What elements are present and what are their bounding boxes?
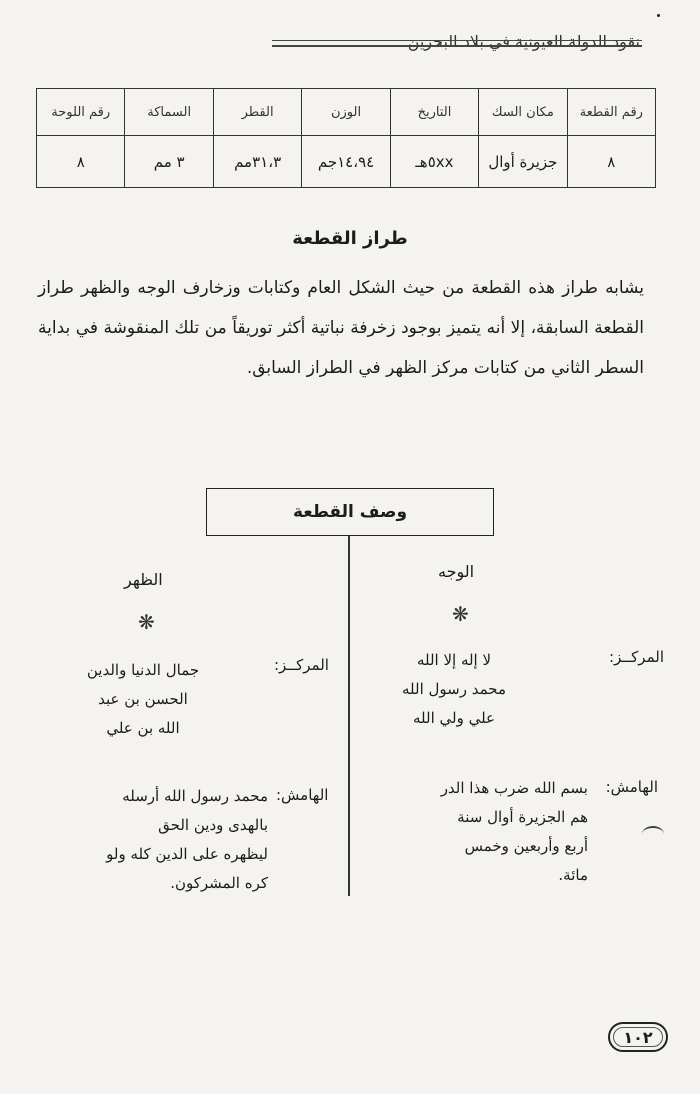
col-header-mint: مكان السك	[479, 89, 567, 136]
obverse-center-line: محمد رسول الله	[401, 680, 506, 698]
reverse-heading: الظهر	[124, 570, 163, 589]
reverse-margin-label: الهامش:	[276, 786, 329, 804]
table-header-row	[37, 89, 656, 136]
reverse-center-label: المركــز:	[274, 656, 329, 674]
reverse-margin-line: ليظهره على الدين كله ولو	[106, 845, 268, 863]
cell-weight: ١٤،٩٤جم	[302, 136, 390, 188]
col-header-piece-number: رقم القطعة	[567, 89, 655, 136]
obverse-margin-line: هم الجزيرة أوال سنة	[457, 808, 588, 826]
reverse-margin-line: كره المشركون.	[170, 874, 268, 892]
scan-speck	[657, 14, 660, 17]
section-title: طراز القطعة	[292, 228, 408, 249]
body-paragraph: يشابه طراز هذه القطعة من حيث الشكل العام وكتابات وزخارف الوجه والظهر طراز القطعة السابقة، إلا أنه يتميز بوجود زخرفة نباتية أكثر توريقاً من تلك المنقوشة في بداية السطر الثاني من كتابات مركز الظهر في الطراز السابق.	[38, 278, 644, 378]
running-header: نقود الدولة العيونية في بلاد البحرين	[407, 32, 640, 51]
obverse-margin-label: الهامش:	[605, 778, 658, 796]
header-rule-thick	[272, 45, 642, 47]
obverse-margin-text	[362, 774, 588, 890]
header-rule	[272, 40, 642, 41]
obverse-margin-line: أربع وأربعين وخمس	[464, 837, 588, 855]
obverse-margin-line: مائة.	[558, 866, 588, 884]
obverse-center-line: علي ولي الله	[412, 709, 496, 727]
reverse-margin-line: محمد رسول الله أرسله	[122, 787, 268, 805]
reverse-center-line: جمال الدنيا والدين	[86, 661, 200, 679]
cell-piece-number: ٨	[567, 136, 655, 188]
table-row	[37, 136, 656, 188]
reverse-center-line: الحسن بن عبد	[98, 690, 188, 708]
reverse-margin-line: بالهدى ودين الحق	[158, 816, 268, 834]
reverse-center-text	[50, 656, 236, 743]
col-header-thickness: السماكة	[125, 89, 213, 136]
obverse-star-ornament: ❋	[452, 602, 469, 626]
obverse-heading: الوجه	[438, 562, 475, 581]
obverse-center-label: المركــز:	[609, 648, 664, 666]
obverse-center-text	[380, 646, 528, 733]
reverse-margin-text	[36, 782, 268, 898]
description-box: وصف القطعة	[206, 488, 494, 536]
obverse-center-line: لا إله إلا الله	[416, 651, 492, 669]
page-number: ١٠٢	[608, 1022, 668, 1052]
cell-date: ٥xxهـ	[390, 136, 478, 188]
coin-info-table	[36, 88, 656, 188]
reverse-center-line: الله بن علي	[106, 719, 180, 737]
col-header-diameter: القطر	[213, 89, 301, 136]
cell-diameter: ٣١،٣مم	[213, 136, 301, 188]
cell-mint: جزيرة أوال	[479, 136, 567, 188]
obverse-margin-line: بسم الله ضرب هذا الدر	[440, 779, 588, 797]
col-header-plate-number: رقم اللوحة	[37, 89, 125, 136]
col-header-weight: الوزن	[302, 89, 390, 136]
cell-plate-number: ٨	[37, 136, 125, 188]
column-divider	[348, 536, 350, 896]
col-header-date: التاريخ	[390, 89, 478, 136]
reverse-star-ornament: ❋	[138, 610, 155, 634]
cell-thickness: ٣ مم	[125, 136, 213, 188]
margin-pencil-mark	[642, 826, 664, 842]
